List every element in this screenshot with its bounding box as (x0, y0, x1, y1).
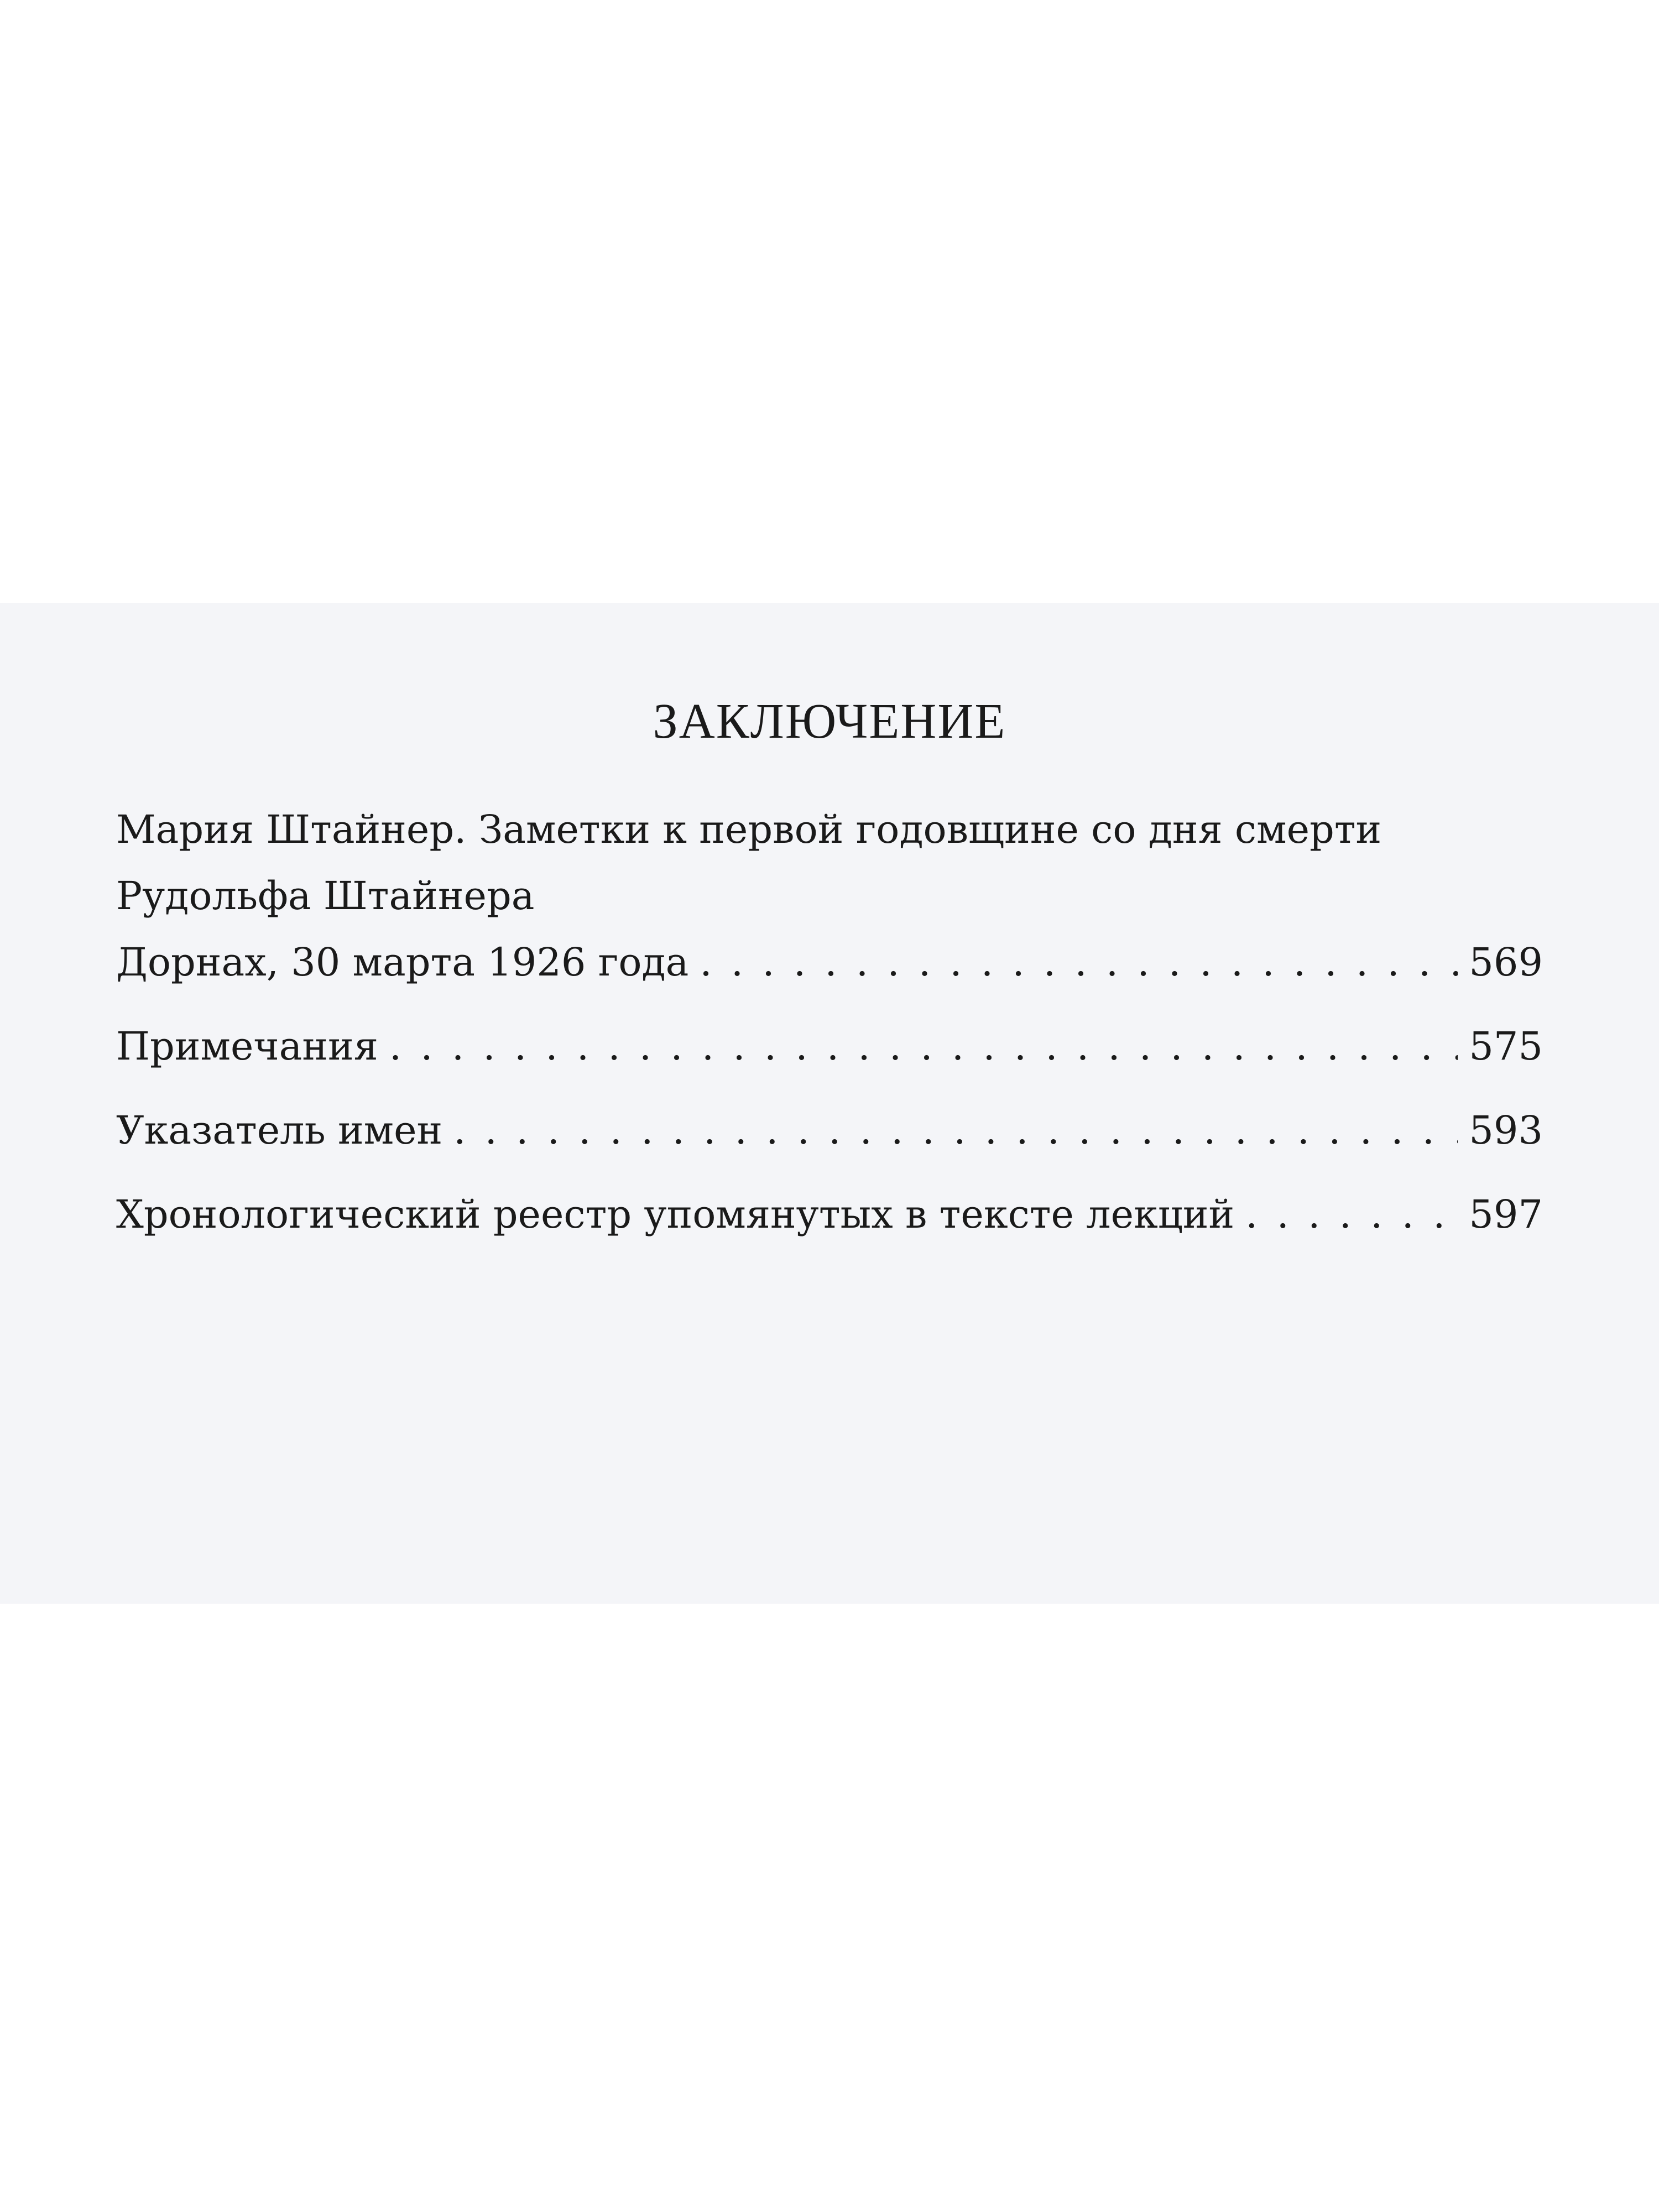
toc-entry-name-index (116, 1108, 1543, 1153)
dot-leader (453, 1111, 1458, 1150)
toc-entry-title: Примечания (116, 1024, 378, 1069)
toc-page-number: 597 (1469, 1192, 1543, 1237)
toc-entry-line: Мария Штайнер. Заметки к первой годовщине со дня смерти (116, 807, 1382, 852)
toc-entry-maria-steiner (116, 807, 1543, 985)
section-heading: ЗАКЛЮЧЕНИЕ (653, 694, 1006, 749)
toc-entry-final-line (116, 940, 1543, 985)
table-of-contents (116, 694, 1543, 1279)
toc-page-number: 575 (1469, 1024, 1543, 1069)
toc-entry-notes (116, 1024, 1543, 1069)
toc-entry-title: Дорнах, 30 марта 1926 года (116, 940, 689, 985)
toc-entry-line: Рудольфа Штайнера (116, 873, 535, 919)
dot-leader (1245, 1195, 1458, 1234)
toc-entry-title: Указатель имен (116, 1108, 443, 1153)
toc-entry-title: Хронологический реестр упомянутых в тексте лекций (116, 1192, 1235, 1237)
toc-entry-final-line (116, 1192, 1543, 1237)
toc-page-number: 593 (1469, 1108, 1543, 1153)
toc-entry-final-line (116, 1108, 1543, 1153)
dot-leader (700, 943, 1458, 982)
toc-page-number: 569 (1469, 940, 1543, 985)
dot-leader (389, 1027, 1458, 1066)
toc-entry-chronological-register (116, 1192, 1543, 1237)
toc-entry-final-line (116, 1024, 1543, 1069)
